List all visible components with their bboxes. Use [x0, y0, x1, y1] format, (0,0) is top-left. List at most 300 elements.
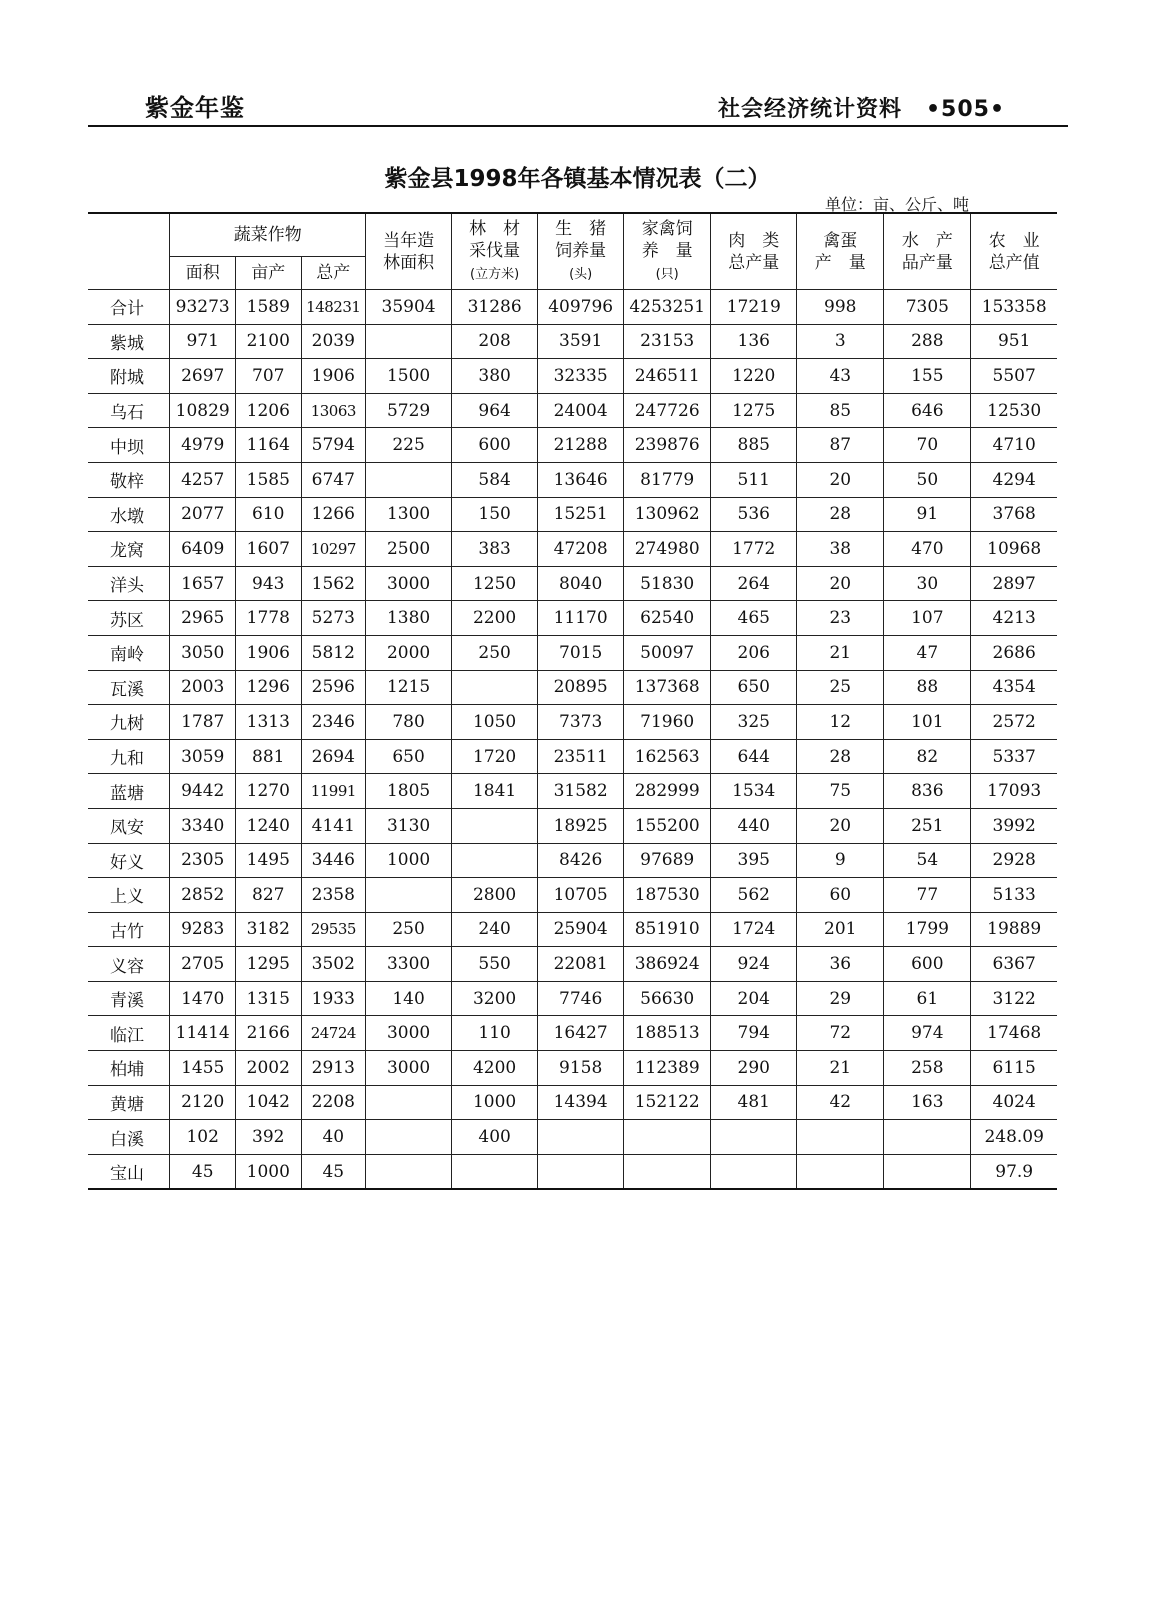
table-cell: 137368 — [624, 670, 711, 705]
table-cell: 2346 — [301, 705, 366, 740]
table-cell: 470 — [884, 532, 971, 567]
table-cell: 2166 — [235, 1016, 301, 1051]
town-name: 龙窝 — [88, 532, 170, 567]
table-cell: 440 — [711, 808, 797, 843]
table-cell — [366, 1085, 452, 1120]
table-cell: 9283 — [170, 912, 236, 947]
table-cell: 5729 — [366, 393, 452, 428]
table-cell: 2077 — [170, 497, 236, 532]
col-timber-unit: (立方米) — [470, 266, 520, 282]
table-cell: 1220 — [711, 359, 797, 394]
table-cell: 10705 — [538, 878, 624, 913]
table-cell: 72 — [797, 1016, 884, 1051]
town-name: 中坝 — [88, 428, 170, 463]
town-name: 敬梓 — [88, 462, 170, 497]
table-cell: 2705 — [170, 947, 236, 982]
table-cell: 4354 — [971, 670, 1057, 705]
table-cell: 140 — [366, 981, 452, 1016]
table-row — [88, 359, 1057, 394]
table-cell: 1300 — [366, 497, 452, 532]
col-timber-label: 林 材 采伐量 — [469, 218, 521, 261]
table-cell: 1295 — [235, 947, 301, 982]
table-cell — [884, 1154, 971, 1189]
table-cell: 1724 — [711, 912, 797, 947]
table-cell: 481 — [711, 1085, 797, 1120]
table-cell: 1805 — [366, 774, 452, 809]
table-cell: 584 — [452, 462, 538, 497]
table-cell: 2000 — [366, 635, 452, 670]
table-cell: 600 — [452, 428, 538, 463]
table-cell: 12 — [797, 705, 884, 740]
table-cell: 1778 — [235, 601, 301, 636]
table-cell: 201 — [797, 912, 884, 947]
table-cell: 20 — [797, 462, 884, 497]
table-cell: 155 — [884, 359, 971, 394]
table-cell: 2913 — [301, 1051, 366, 1086]
table-cell: 112389 — [624, 1051, 711, 1086]
table-cell: 107 — [884, 601, 971, 636]
table-cell: 964 — [452, 393, 538, 428]
table-cell: 24724 — [301, 1016, 366, 1051]
table-cell: 4979 — [170, 428, 236, 463]
unit-note: 单位：亩、公斤、吨 — [825, 195, 970, 214]
table-cell: 22081 — [538, 947, 624, 982]
table-cell: 21 — [797, 1051, 884, 1086]
table-row — [88, 393, 1057, 428]
table-cell: 881 — [235, 739, 301, 774]
table-cell: 17219 — [711, 290, 797, 325]
table-cell — [797, 1120, 884, 1155]
table-cell: 23511 — [538, 739, 624, 774]
table-cell: 91 — [884, 497, 971, 532]
table-cell: 2800 — [452, 878, 538, 913]
table-cell: 153358 — [971, 290, 1057, 325]
table-cell — [366, 324, 452, 359]
table-cell: 56630 — [624, 981, 711, 1016]
table-row — [88, 1120, 1057, 1155]
table-cell: 251 — [884, 808, 971, 843]
table-cell: 836 — [884, 774, 971, 809]
table-row — [88, 1085, 1057, 1120]
col-meat: 肉 类 总产量 — [711, 213, 797, 290]
table-cell: 20895 — [538, 670, 624, 705]
table-cell: 1000 — [235, 1154, 301, 1189]
table-cell: 1799 — [884, 912, 971, 947]
table-cell: 885 — [711, 428, 797, 463]
table-cell: 45 — [301, 1154, 366, 1189]
table-cell: 794 — [711, 1016, 797, 1051]
table-cell: 974 — [884, 1016, 971, 1051]
table-cell: 610 — [235, 497, 301, 532]
table-cell: 511 — [711, 462, 797, 497]
table-cell: 208 — [452, 324, 538, 359]
table-cell: 239876 — [624, 428, 711, 463]
table-cell: 851910 — [624, 912, 711, 947]
table-cell: 87 — [797, 428, 884, 463]
table-cell: 16427 — [538, 1016, 624, 1051]
table-cell: 3050 — [170, 635, 236, 670]
table-row — [88, 705, 1057, 740]
table-cell: 1585 — [235, 462, 301, 497]
table-cell: 3059 — [170, 739, 236, 774]
table-cell: 250 — [366, 912, 452, 947]
table-cell: 11170 — [538, 601, 624, 636]
col-veg-yield: 亩产 — [235, 257, 301, 290]
table-cell: 2039 — [301, 324, 366, 359]
town-name: 水墩 — [88, 497, 170, 532]
table-cell: 23 — [797, 601, 884, 636]
table-cell: 110 — [452, 1016, 538, 1051]
table-cell: 13063 — [301, 393, 366, 428]
table-cell: 40 — [301, 1120, 366, 1155]
table-row — [88, 670, 1057, 705]
table-cell: 2596 — [301, 670, 366, 705]
table-cell: 30 — [884, 566, 971, 601]
table-cell: 6367 — [971, 947, 1057, 982]
town-name: 九和 — [88, 739, 170, 774]
table-row — [88, 290, 1057, 325]
table-cell: 1270 — [235, 774, 301, 809]
table-cell: 3591 — [538, 324, 624, 359]
table-cell: 1266 — [301, 497, 366, 532]
table-cell: 4257 — [170, 462, 236, 497]
col-agri: 农 业 总产值 — [971, 213, 1057, 290]
table-cell: 395 — [711, 843, 797, 878]
town-name: 附城 — [88, 359, 170, 394]
table-cell: 32335 — [538, 359, 624, 394]
table-cell: 646 — [884, 393, 971, 428]
table-cell — [884, 1120, 971, 1155]
table-cell: 3768 — [971, 497, 1057, 532]
table-cell: 23153 — [624, 324, 711, 359]
town-name: 上义 — [88, 878, 170, 913]
table-cell: 13646 — [538, 462, 624, 497]
table-cell: 71960 — [624, 705, 711, 740]
table-row — [88, 774, 1057, 809]
table-cell: 290 — [711, 1051, 797, 1086]
table-cell: 88 — [884, 670, 971, 705]
table-cell: 14394 — [538, 1085, 624, 1120]
table-cell: 2500 — [366, 532, 452, 567]
table-cell: 11991 — [301, 774, 366, 809]
table-cell — [452, 670, 538, 705]
table-cell: 2697 — [170, 359, 236, 394]
town-name: 古竹 — [88, 912, 170, 947]
table-row — [88, 635, 1057, 670]
table-cell: 29 — [797, 981, 884, 1016]
table-cell: 1933 — [301, 981, 366, 1016]
table-cell: 780 — [366, 705, 452, 740]
table-cell: 2305 — [170, 843, 236, 878]
table-row — [88, 1016, 1057, 1051]
table-cell: 2120 — [170, 1085, 236, 1120]
table-cell: 1562 — [301, 566, 366, 601]
section-header — [718, 92, 1005, 123]
table-cell: 130962 — [624, 497, 711, 532]
table-row — [88, 1154, 1057, 1189]
table-cell: 31582 — [538, 774, 624, 809]
table-cell: 61 — [884, 981, 971, 1016]
table-cell — [797, 1154, 884, 1189]
table-cell: 7015 — [538, 635, 624, 670]
table-cell: 3000 — [366, 566, 452, 601]
table-cell: 5337 — [971, 739, 1057, 774]
table-cell — [366, 1120, 452, 1155]
table-cell: 77 — [884, 878, 971, 913]
town-name: 洋头 — [88, 566, 170, 601]
town-name: 白溪 — [88, 1120, 170, 1155]
table-cell: 3122 — [971, 981, 1057, 1016]
table-cell: 4710 — [971, 428, 1057, 463]
table-row — [88, 532, 1057, 567]
table-cell: 47 — [884, 635, 971, 670]
header-rule — [88, 125, 1068, 127]
table-cell: 1906 — [301, 359, 366, 394]
town-name: 瓦溪 — [88, 670, 170, 705]
table-cell: 2852 — [170, 878, 236, 913]
table-cell: 827 — [235, 878, 301, 913]
col-aquatic: 水 产 品产量 — [884, 213, 971, 290]
table-cell: 188513 — [624, 1016, 711, 1051]
table-cell: 1455 — [170, 1051, 236, 1086]
town-name: 合计 — [88, 290, 170, 325]
corner-cell — [88, 213, 170, 290]
table-cell: 1787 — [170, 705, 236, 740]
table-row — [88, 462, 1057, 497]
table-cell: 3130 — [366, 808, 452, 843]
town-name: 乌石 — [88, 393, 170, 428]
table-cell: 51830 — [624, 566, 711, 601]
table-cell: 25904 — [538, 912, 624, 947]
table-cell: 1906 — [235, 635, 301, 670]
table-cell: 282999 — [624, 774, 711, 809]
table-cell: 4294 — [971, 462, 1057, 497]
table-cell: 81779 — [624, 462, 711, 497]
table-cell: 3000 — [366, 1016, 452, 1051]
table-cell: 7373 — [538, 705, 624, 740]
table-cell: 264 — [711, 566, 797, 601]
table-cell: 6747 — [301, 462, 366, 497]
table-cell: 152122 — [624, 1085, 711, 1120]
table-cell: 274980 — [624, 532, 711, 567]
table-cell: 10829 — [170, 393, 236, 428]
table-row — [88, 912, 1057, 947]
table-cell: 97.9 — [971, 1154, 1057, 1189]
table-cell: 162563 — [624, 739, 711, 774]
table-row — [88, 324, 1057, 359]
col-afforest: 当年造 林面积 — [366, 213, 452, 290]
table-cell: 5507 — [971, 359, 1057, 394]
table-cell: 28 — [797, 497, 884, 532]
table-cell: 85 — [797, 393, 884, 428]
table-cell: 17468 — [971, 1016, 1057, 1051]
table-cell — [452, 808, 538, 843]
table-cell: 1164 — [235, 428, 301, 463]
table-cell: 8426 — [538, 843, 624, 878]
table-cell: 1313 — [235, 705, 301, 740]
table-cell: 7746 — [538, 981, 624, 1016]
table-row — [88, 1051, 1057, 1086]
table-cell: 10297 — [301, 532, 366, 567]
town-name: 紫城 — [88, 324, 170, 359]
table-row — [88, 428, 1057, 463]
table-cell: 70 — [884, 428, 971, 463]
table-cell: 3000 — [366, 1051, 452, 1086]
table-cell: 1000 — [366, 843, 452, 878]
town-name: 南岭 — [88, 635, 170, 670]
table-cell: 386924 — [624, 947, 711, 982]
town-name: 蓝塘 — [88, 774, 170, 809]
town-name: 义容 — [88, 947, 170, 982]
table-cell: 50 — [884, 462, 971, 497]
town-name: 柏埔 — [88, 1051, 170, 1086]
table-cell: 19889 — [971, 912, 1057, 947]
table-cell: 187530 — [624, 878, 711, 913]
table-cell: 28 — [797, 739, 884, 774]
table-cell: 62540 — [624, 601, 711, 636]
col-vegetables: 蔬菜作物 — [170, 213, 366, 257]
table-cell: 60 — [797, 878, 884, 913]
table-cell: 225 — [366, 428, 452, 463]
table-cell: 2200 — [452, 601, 538, 636]
table-cell: 75 — [797, 774, 884, 809]
table-cell: 392 — [235, 1120, 301, 1155]
table-cell: 562 — [711, 878, 797, 913]
table-cell: 18925 — [538, 808, 624, 843]
table-cell: 5812 — [301, 635, 366, 670]
book-title: 紫金年鉴 — [145, 94, 245, 122]
table-row — [88, 947, 1057, 982]
table-cell — [452, 843, 538, 878]
table-cell: 1657 — [170, 566, 236, 601]
table-row — [88, 566, 1057, 601]
table-row — [88, 878, 1057, 913]
table-cell: 943 — [235, 566, 301, 601]
table-cell: 54 — [884, 843, 971, 878]
table-cell: 400 — [452, 1120, 538, 1155]
table-cell: 650 — [366, 739, 452, 774]
table-cell: 247726 — [624, 393, 711, 428]
table-cell: 148231 — [301, 290, 366, 325]
table-cell: 5273 — [301, 601, 366, 636]
table-cell: 2208 — [301, 1085, 366, 1120]
table-cell: 29535 — [301, 912, 366, 947]
town-name: 好义 — [88, 843, 170, 878]
table-cell: 1296 — [235, 670, 301, 705]
table-cell: 1240 — [235, 808, 301, 843]
table-cell: 4024 — [971, 1085, 1057, 1120]
col-egg: 禽蛋 产 量 — [797, 213, 884, 290]
table-cell: 258 — [884, 1051, 971, 1086]
table-cell: 1534 — [711, 774, 797, 809]
table-cell: 2572 — [971, 705, 1057, 740]
table-cell: 4141 — [301, 808, 366, 843]
table-cell: 6115 — [971, 1051, 1057, 1086]
table-cell: 2965 — [170, 601, 236, 636]
table-cell: 155200 — [624, 808, 711, 843]
table-cell: 248.09 — [971, 1120, 1057, 1155]
table-cell: 1720 — [452, 739, 538, 774]
table-cell: 4253251 — [624, 290, 711, 325]
table-cell: 1589 — [235, 290, 301, 325]
table-cell: 380 — [452, 359, 538, 394]
table-cell — [538, 1120, 624, 1155]
table-cell — [711, 1120, 797, 1155]
table-cell: 21288 — [538, 428, 624, 463]
col-pig-unit: (头) — [569, 266, 593, 282]
town-name: 九树 — [88, 705, 170, 740]
table-cell — [366, 878, 452, 913]
page-number: •505• — [925, 97, 1005, 122]
table-cell: 8040 — [538, 566, 624, 601]
table-cell: 5133 — [971, 878, 1057, 913]
col-poultry-label: 家禽饲 养 量 — [641, 218, 693, 261]
table-cell: 24004 — [538, 393, 624, 428]
table-cell: 7305 — [884, 290, 971, 325]
table-cell: 42 — [797, 1085, 884, 1120]
table-cell: 12530 — [971, 393, 1057, 428]
table-cell: 644 — [711, 739, 797, 774]
town-name: 苏区 — [88, 601, 170, 636]
table-cell — [711, 1154, 797, 1189]
table-cell: 9158 — [538, 1051, 624, 1086]
table-cell: 924 — [711, 947, 797, 982]
table-cell: 31286 — [452, 290, 538, 325]
table-cell: 43 — [797, 359, 884, 394]
table-cell: 50097 — [624, 635, 711, 670]
town-name: 临江 — [88, 1016, 170, 1051]
table-cell: 3446 — [301, 843, 366, 878]
table-cell — [452, 1154, 538, 1189]
table-cell: 20 — [797, 808, 884, 843]
table-cell: 3182 — [235, 912, 301, 947]
table-row — [88, 497, 1057, 532]
col-veg-total: 总产 — [301, 257, 366, 290]
table-cell: 45 — [170, 1154, 236, 1189]
table-cell: 3992 — [971, 808, 1057, 843]
table-cell: 1470 — [170, 981, 236, 1016]
table-cell: 47208 — [538, 532, 624, 567]
table-cell: 15251 — [538, 497, 624, 532]
table-cell: 93273 — [170, 290, 236, 325]
town-name: 宝山 — [88, 1154, 170, 1189]
table-cell: 2897 — [971, 566, 1057, 601]
table-cell: 1841 — [452, 774, 538, 809]
table-cell: 1772 — [711, 532, 797, 567]
table-cell: 6409 — [170, 532, 236, 567]
table-cell: 4213 — [971, 601, 1057, 636]
table-cell: 11414 — [170, 1016, 236, 1051]
table-cell: 1206 — [235, 393, 301, 428]
statistics-table — [88, 212, 1057, 1190]
table-cell: 136 — [711, 324, 797, 359]
table-cell: 17093 — [971, 774, 1057, 809]
table-cell: 3 — [797, 324, 884, 359]
table-cell: 240 — [452, 912, 538, 947]
town-name: 黄塘 — [88, 1085, 170, 1120]
table-cell: 102 — [170, 1120, 236, 1155]
table-cell: 3200 — [452, 981, 538, 1016]
table-cell: 409796 — [538, 290, 624, 325]
table-cell: 2003 — [170, 670, 236, 705]
town-name: 凤安 — [88, 808, 170, 843]
col-veg-area: 面积 — [170, 257, 236, 290]
section-title: 社会经济统计资料 — [717, 97, 902, 122]
table-row — [88, 601, 1057, 636]
table-cell: 325 — [711, 705, 797, 740]
table-cell: 97689 — [624, 843, 711, 878]
table-cell: 35904 — [366, 290, 452, 325]
